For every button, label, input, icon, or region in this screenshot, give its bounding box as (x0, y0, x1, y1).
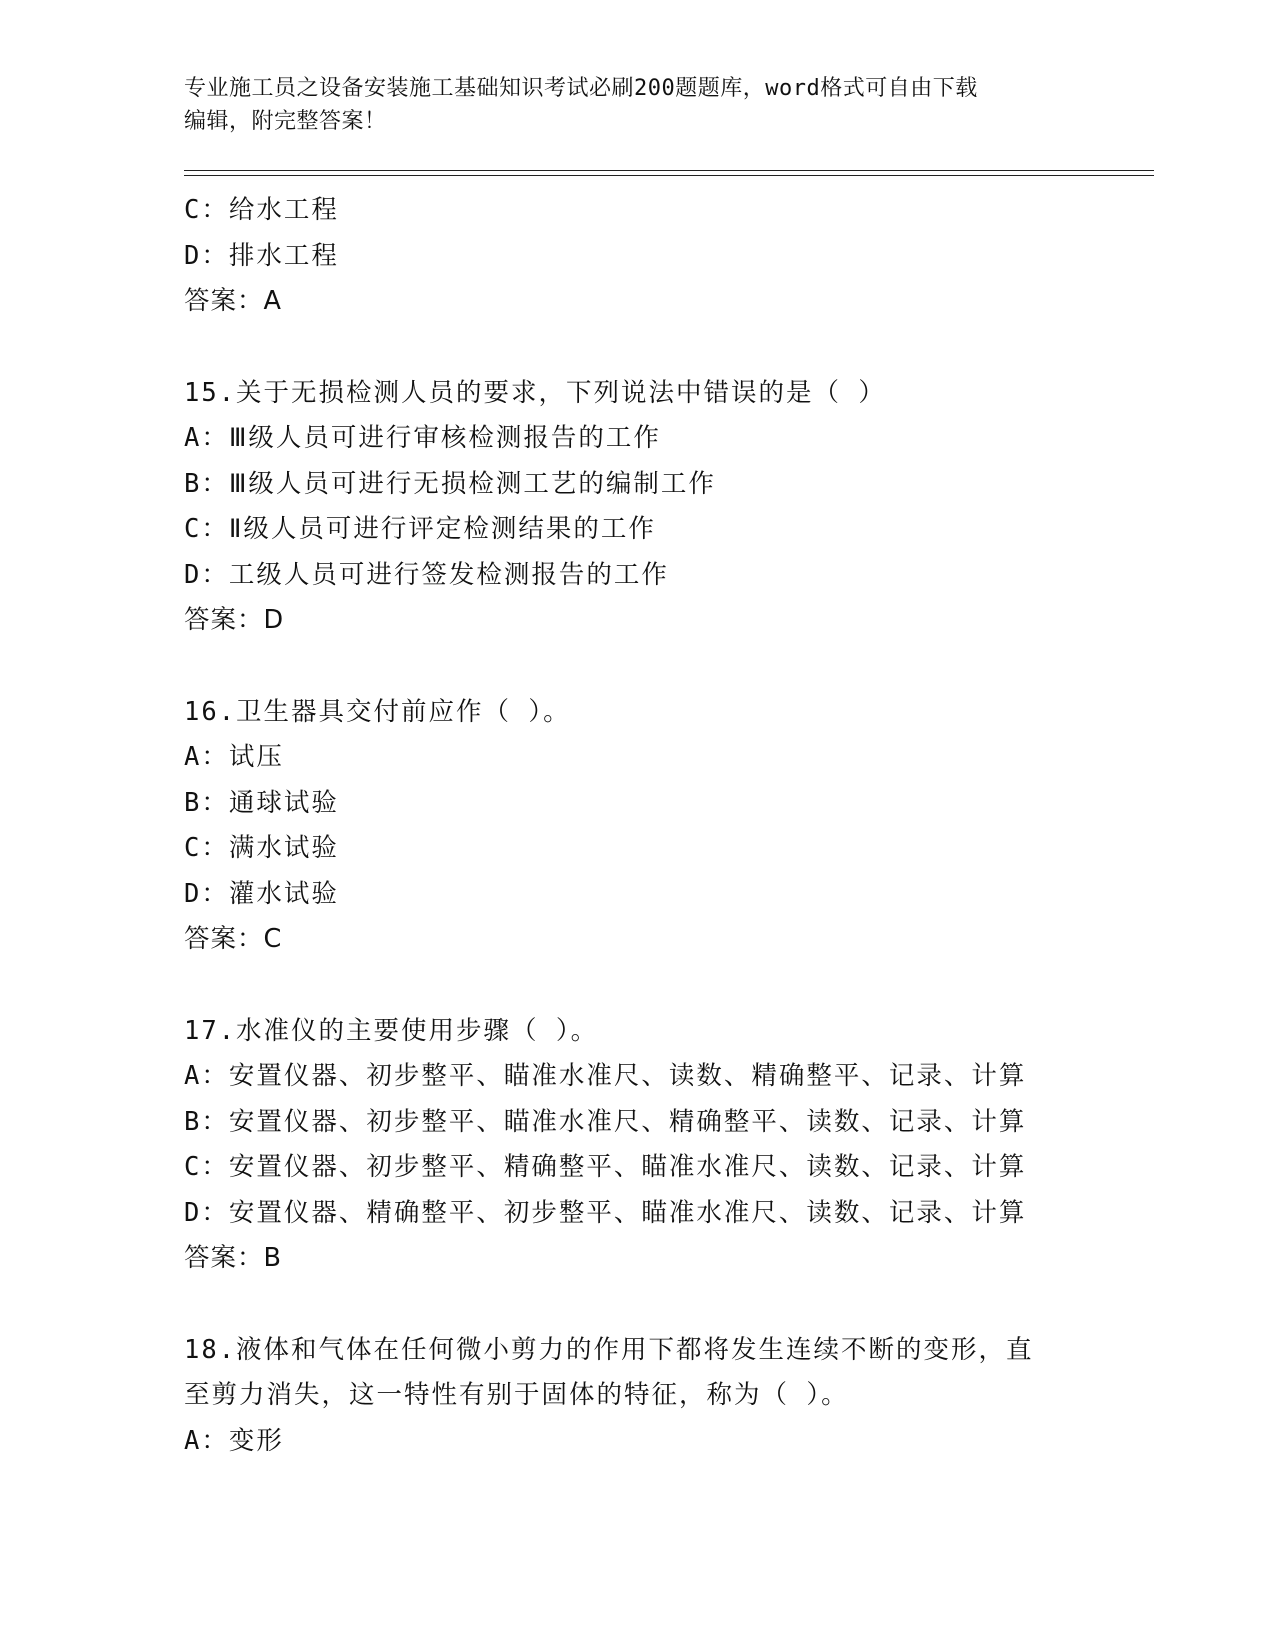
q14-option-c: C：给水工程 (184, 195, 339, 225)
q17-option-d: D：安置仪器、精确整平、初步整平、瞄准水准尺、读数、记录、计算 (184, 1197, 1027, 1228)
q17-option-a: A：安置仪器、初步整平、瞄准水准尺、读数、精确整平、记录、计算 (184, 1061, 1027, 1091)
q17-question: 17.水准仪的主要使用步骤（ ）。 (184, 1015, 599, 1046)
header-line-2: 编辑，附完整答案！ (184, 109, 387, 134)
q15-option-b: B：Ⅲ级人员可进行无损检测工艺的编制工作 (184, 468, 716, 499)
q14-option-d: D：排水工程 (184, 240, 339, 271)
q16-option-c: C：满水试验 (184, 833, 339, 863)
question-14-tail (184, 188, 1084, 325)
question-15 (184, 371, 1084, 644)
q15-option-c: C：Ⅱ级人员可进行评定检测结果的工作 (184, 514, 656, 544)
q17-option-b: B：安置仪器、初步整平、瞄准水准尺、精确整平、读数、记录、计算 (184, 1106, 1027, 1137)
document-header (184, 72, 1064, 138)
q15-option-d: D：工级人员可进行签发检测报告的工作 (184, 559, 669, 590)
q16-option-d: D：灌水试验 (184, 878, 339, 909)
q15-answer: 答案：D (184, 605, 285, 635)
q16-option-b: B：通球试验 (184, 787, 339, 818)
q15-question: 15.关于无损检测人员的要求，下列说法中错误的是（ ） (184, 377, 886, 408)
q15-option-a: A：Ⅲ级人员可进行审核检测报告的工作 (184, 423, 661, 453)
header-divider-bottom (184, 175, 1154, 176)
q18-question-line-2: 至剪力消失，这一特性有别于固体的特征，称为（ ）。 (184, 1380, 849, 1410)
question-16 (184, 690, 1084, 963)
q17-option-c: C：安置仪器、初步整平、精确整平、瞄准水准尺、读数、记录、计算 (184, 1152, 1027, 1182)
q17-answer: 答案：B (184, 1243, 282, 1273)
question-list (184, 188, 1084, 1464)
q16-option-a: A：试压 (184, 742, 284, 772)
q14-answer: 答案：A (184, 286, 282, 316)
question-17 (184, 1009, 1084, 1282)
q18-option-a: A：变形 (184, 1425, 284, 1456)
q16-answer: 答案：C (184, 924, 283, 954)
question-18 (184, 1328, 1084, 1465)
q18-question-line-1: 18.液体和气体在任何微小剪力的作用下都将发生连续不断的变形，直 (184, 1334, 1034, 1365)
header-line-1: 专业施工员之设备安装施工基础知识考试必刷200题题库，word格式可自由下载 (184, 76, 978, 101)
header-divider-top (184, 170, 1154, 171)
q16-question: 16.卫生器具交付前应作（ ）。 (184, 696, 571, 727)
